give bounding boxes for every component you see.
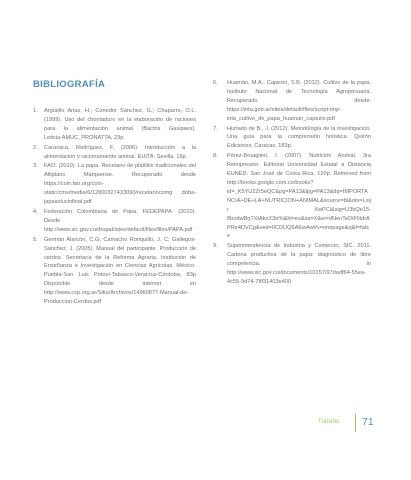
- reference-item: [33, 208, 196, 235]
- reference-number: 6.: [213, 80, 218, 86]
- reference-number: 1.: [33, 108, 38, 114]
- reference-number: 2.: [33, 144, 38, 151]
- footer-divider: [355, 414, 356, 432]
- page-number: 71: [362, 416, 374, 428]
- reference-text: Hurtado de B., J. (2012). Metodología de la investigación. Una guía para la comprensión holística. Quirón Ediciones, Caracas, 183p.: [227, 125, 371, 150]
- right-column: [213, 79, 371, 288]
- reference-text: Caravaca, Rodríguez, F. (2006). Introducción a la alimentación y racionamiento animal. EUITA: Sevilla, 16p.: [44, 144, 196, 160]
- reference-number: 5.: [33, 236, 38, 243]
- reference-item: [33, 107, 196, 143]
- reference-item: [213, 152, 371, 241]
- reference-text: Federación Colombiana de Papa. FEDEPAPA. (2010). Desde http://www.sic.gov.co/drupal/sites/default/files/files/PAPA.pdf: [44, 208, 196, 233]
- reference-number: 3.: [33, 163, 38, 170]
- reference-item: [213, 242, 371, 287]
- reference-number: 4.: [33, 208, 38, 215]
- reference-item: [33, 236, 196, 307]
- reference-number: 7.: [213, 125, 218, 132]
- reference-item: [33, 144, 196, 162]
- reference-text: Pérez-Bruaglieri, I. (2007). Nutrición Animal. 3ra Reimpresión. Editorial Universidad Estatal a Distancia EUNED. San José de Costa Rica, 120p. Retrieved from http://books.google.com.co/books?id=_K5YU2Zr5eQC&pg=PA13&lpg=PA13&dq=IMPORTANCIA+DE+LA+NUTRICION+ANIMAL&source=bl&ots=Lisjr XwPCi&sig=U3bQe15-8bodwBqTXtAkxX3tr%&hl=es&sa=X&ei=dNenTeDtFNdrAPRe4DVCg&ved=0CDUQ6AEwAw#v=onepage&q&f=false: [227, 153, 371, 240]
- reference-item: [213, 125, 371, 152]
- left-column: [33, 79, 196, 308]
- reference-text: FAO. (2010). La papa. Recetario de platillos tradicionales del Altiplano Marquense. Recuperado desde https://coin.fao.org/coin-static/cms/media/6/12800327433090/recetariocomg doba-japasolucinfinal.pdf: [44, 163, 196, 206]
- reference-text: Germán Alarcón, C.G; Camacho Ronquillo, J. C; Gallegos-Sánchez, J. (2005). Manual del participante. Producción de cerdos. Secretaría de la Reforma Agraria. Institución de Enseñanza e Investigación en Ciencias Agrícolas, México-Puebla-San Luis Potosí-Tabasco-Veracruz-Córdoba, 83p Disponible desde internet en http://www.csp.org.ar/Sitio/Archivos/14960877-Manual-de-Produccion-Cerdos.pdf: [44, 236, 196, 306]
- reference-item: [33, 162, 196, 207]
- reference-item: [213, 79, 371, 124]
- reference-text: Huamán, M.A.; Capezio, S.B. (2012). Cultivo de la papa. Instituto Nacional de Tecnología Agropecuaria. Recuperado desde: https://inta.gob.ar/sites/default/files/script-tmp-inta_cultivo_de_papa_huaman_capezio.pdf: [227, 80, 371, 122]
- section-title: BIBLIOGRAFÍA: [33, 79, 106, 90]
- reference-text: Argüello Arias, H.; Conedor Sánchez, G.; Chaparro, O.L. (1999). Uso del chontaduro en la elaboración de raciones para la alimentación animal (Bactris Gasipaes). Leticia:AMUC, PRONATTA, 23p.: [44, 108, 196, 141]
- reference-number: 9.: [213, 243, 218, 250]
- footer-section-label: Turismo: [318, 419, 340, 425]
- reference-number: 8.: [213, 153, 218, 160]
- reference-text: Superintendencia de Industria y Comercio, SIC. 2011. Cadena productiva de la papa: diagnóstico de libre competencia. In http://www.sic.gov.co/documents/10157/97dadf64-55ea-4c55-9d74-78f31403e400: [227, 243, 371, 285]
